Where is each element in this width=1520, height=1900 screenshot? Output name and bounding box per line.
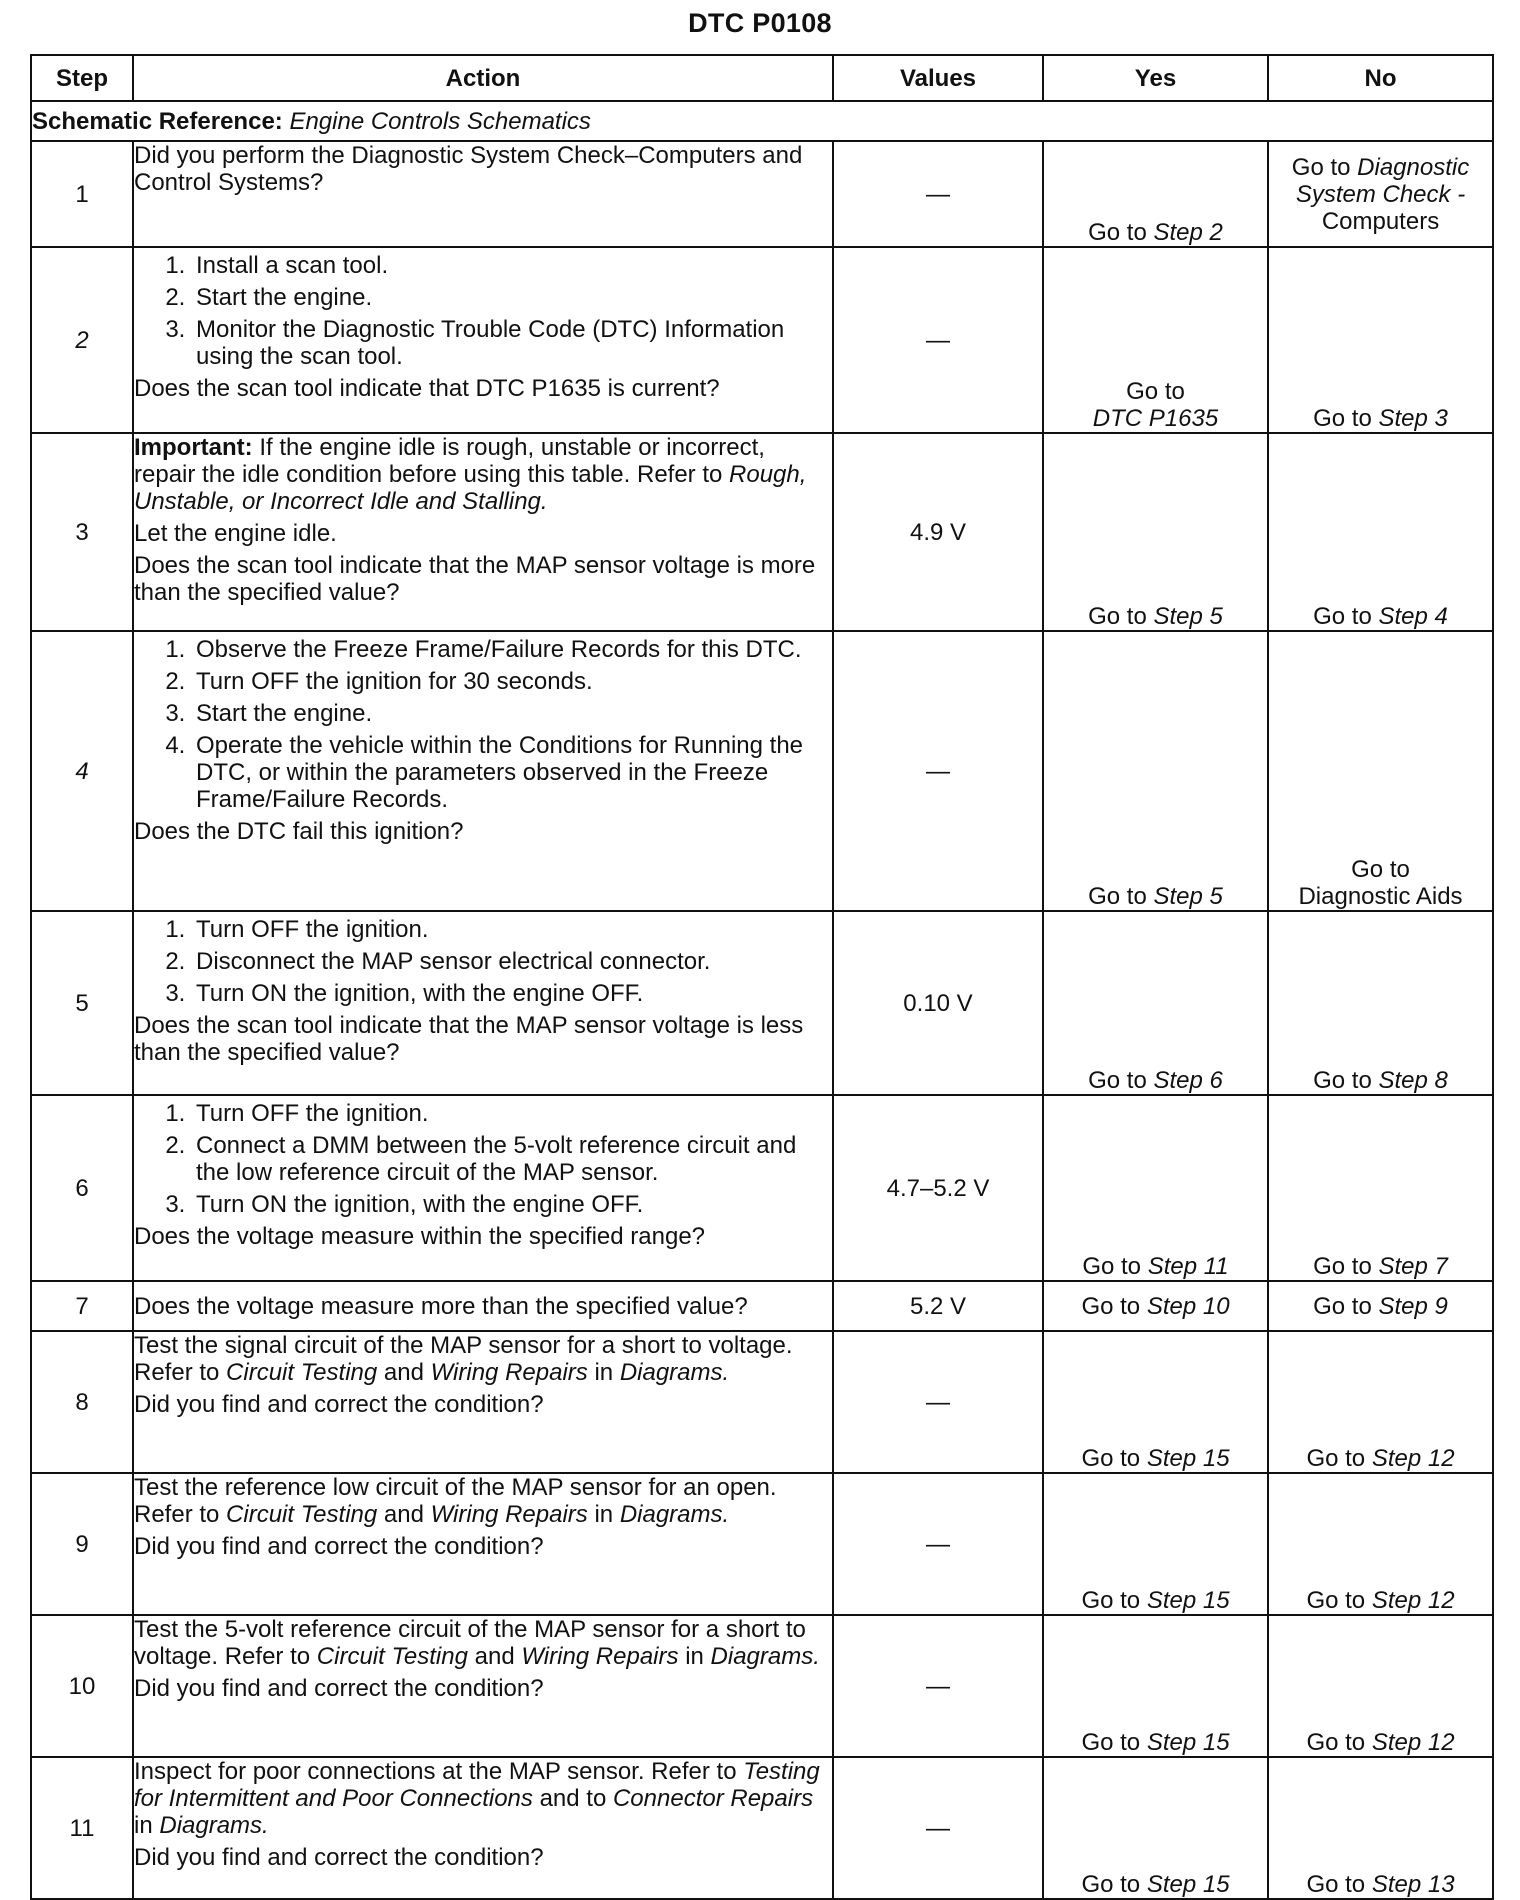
no-target: Step 12 — [1371, 1445, 1455, 1472]
no-cell — [1268, 1615, 1493, 1757]
goto-label: Go to — [1081, 1871, 1141, 1898]
reference-circuit-testing: Circuit Testing — [316, 1643, 468, 1670]
instruction-text: Test the signal circuit of the MAP sensor for a short to voltage. Refer to — [134, 1332, 793, 1386]
action-steps — [134, 916, 832, 1007]
value-cell: 0.10 V — [833, 911, 1043, 1095]
no-target: Diagnostic System Check - — [1295, 153, 1470, 208]
header-no: No — [1268, 55, 1493, 101]
value-cell: 5.2 V — [833, 1281, 1043, 1331]
step-number: 10 — [31, 1615, 133, 1757]
no-cell — [1268, 247, 1493, 433]
value-cell: — — [833, 1615, 1043, 1757]
no-target: Step 8 — [1378, 1067, 1448, 1094]
instruction-text: and — [383, 1501, 424, 1528]
table-row — [31, 1095, 1493, 1281]
table-row — [31, 1473, 1493, 1615]
table-row — [31, 911, 1493, 1095]
no-cell — [1268, 911, 1493, 1095]
no-target: Step 3 — [1378, 405, 1448, 432]
value-cell: — — [833, 247, 1043, 433]
important-note — [134, 434, 832, 515]
step-number: 4 — [31, 631, 133, 911]
reference-diagrams: Diagrams. — [710, 1643, 820, 1670]
goto-label: Go to — [1082, 1253, 1142, 1280]
no-cell — [1268, 1473, 1493, 1615]
table-row — [31, 247, 1493, 433]
schematic-reference-link: Engine Controls Schematics — [289, 107, 591, 135]
goto-label: Go to — [1291, 153, 1351, 181]
table-row — [31, 1281, 1493, 1331]
no-cell — [1268, 141, 1493, 247]
schematic-reference — [31, 101, 1493, 141]
step-number: 9 — [31, 1473, 133, 1615]
goto-label: Go to — [1306, 1587, 1366, 1614]
no-target: Step 13 — [1371, 1871, 1455, 1898]
action-instruction: Let the engine idle. — [134, 520, 337, 547]
table-row — [31, 1331, 1493, 1473]
goto-label: Go to — [1088, 1067, 1147, 1094]
header-row — [31, 55, 1493, 101]
action-steps — [134, 1100, 832, 1218]
action-question: Did you find and correct the condition? — [134, 1533, 544, 1560]
value-cell: 4.7–5.2 V — [833, 1095, 1043, 1281]
action-step: 1. Install a scan tool. — [192, 252, 832, 279]
yes-target: Step 5 — [1153, 883, 1223, 910]
goto-label: Go to — [1126, 378, 1185, 405]
table-row — [31, 631, 1493, 911]
no-cell — [1268, 433, 1493, 631]
action-cell — [133, 1095, 833, 1281]
yes-cell — [1043, 1281, 1268, 1331]
action-question: Did you find and correct the condition? — [134, 1675, 544, 1702]
action-question: Did you find and correct the condition? — [134, 1844, 544, 1871]
yes-target: Step 15 — [1146, 1729, 1230, 1756]
instruction-text: in — [594, 1501, 614, 1528]
action-step: 3. Start the engine. — [192, 700, 832, 727]
goto-label: Go to — [1306, 1729, 1366, 1756]
schematic-reference-label: Schematic Reference: — [32, 107, 283, 135]
yes-cell — [1043, 1095, 1268, 1281]
action-cell — [133, 631, 833, 911]
yes-target: Step 15 — [1146, 1445, 1230, 1472]
instruction-text: Test the reference low circuit of the MAP sensor for an open. Refer to — [134, 1474, 777, 1528]
no-cell — [1268, 1281, 1493, 1331]
yes-target: Step 11 — [1147, 1253, 1229, 1280]
goto-label: Go to — [1088, 883, 1147, 910]
reference-diagrams: Diagrams. — [159, 1812, 269, 1839]
step-number: 5 — [31, 911, 133, 1095]
value-cell: — — [833, 141, 1043, 247]
no-target: Step 12 — [1371, 1587, 1455, 1614]
action-cell — [133, 433, 833, 631]
action-question: Does the scan tool indicate that DTC P1635 is current? — [134, 375, 720, 402]
goto-label: Go to — [1313, 405, 1372, 432]
action-instruction — [134, 1474, 832, 1528]
reference-wiring-repairs: Wiring Repairs — [430, 1501, 588, 1528]
yes-cell — [1043, 247, 1268, 433]
diagnostic-table — [30, 54, 1494, 1900]
reference-wiring-repairs: Wiring Repairs — [430, 1359, 588, 1386]
step-number: 3 — [31, 433, 133, 631]
action-step: 3. Turn ON the ignition, with the engine OFF. — [192, 1191, 832, 1218]
header-action: Action — [133, 55, 833, 101]
reference-diagrams: Diagrams. — [619, 1501, 730, 1528]
yes-cell — [1043, 1331, 1268, 1473]
table-row — [31, 433, 1493, 631]
instruction-text: Test the 5-volt reference circuit of the MAP sensor for a short to voltage. Refer to — [134, 1616, 806, 1670]
action-cell — [133, 1757, 833, 1899]
important-reference: Rough, Unstable, or Incorrect Idle and Stalling. — [134, 461, 807, 515]
no-cell — [1268, 1331, 1493, 1473]
no-target: Step 4 — [1378, 603, 1448, 630]
action-instruction — [134, 1332, 832, 1386]
action-question: Does the scan tool indicate that the MAP sensor voltage is less than the specified value? — [134, 1012, 804, 1066]
goto-label: Go to — [1081, 1292, 1141, 1320]
yes-cell — [1043, 433, 1268, 631]
goto-label: Go to — [1088, 603, 1147, 630]
important-label: Important: — [134, 434, 253, 461]
goto-label: Go to — [1088, 219, 1147, 246]
yes-target: Step 15 — [1146, 1871, 1230, 1898]
instruction-text: in — [685, 1643, 704, 1670]
action-question: Does the DTC fail this ignition? — [134, 818, 464, 845]
reference-diagrams: Diagrams. — [619, 1359, 730, 1386]
yes-target: Step 10 — [1146, 1292, 1230, 1320]
action-instruction — [134, 1758, 832, 1839]
step-number: 7 — [31, 1281, 133, 1331]
action-question: Did you find and correct the condition? — [134, 1391, 544, 1418]
value-cell: — — [833, 1473, 1043, 1615]
instruction-text: in — [134, 1812, 153, 1839]
goto-label: Go to — [1081, 1587, 1141, 1614]
goto-label: Go to — [1306, 1445, 1366, 1472]
no-target-suffix: Computers — [1321, 207, 1440, 235]
action-question: Does the voltage measure within the specified range? — [134, 1223, 706, 1250]
instruction-text: and — [383, 1359, 424, 1386]
action-step: 1. Turn OFF the ignition. — [192, 916, 832, 943]
instruction-text: Inspect for poor connections at the MAP sensor. Refer to — [134, 1758, 737, 1785]
reference-intermittent-connections: Testing for Intermittent and Poor Connections — [134, 1758, 820, 1812]
table-row — [31, 1757, 1493, 1899]
no-target: Step 9 — [1378, 1292, 1448, 1320]
yes-cell — [1043, 1615, 1268, 1757]
action-steps — [134, 252, 832, 370]
goto-label: Go to — [1351, 856, 1410, 883]
no-target: Step 7 — [1378, 1253, 1448, 1280]
reference-wiring-repairs: Wiring Repairs — [521, 1643, 679, 1670]
goto-label: Go to — [1313, 603, 1372, 630]
header-step: Step — [31, 55, 133, 101]
action-step: 1. Observe the Freeze Frame/Failure Records for this DTC. — [192, 636, 832, 663]
action-cell — [133, 1473, 833, 1615]
table-row — [31, 1615, 1493, 1757]
goto-label: Go to — [1081, 1445, 1141, 1472]
action-question: Does the scan tool indicate that the MAP sensor voltage is more than the specified value? — [134, 552, 816, 606]
no-target: Step 12 — [1371, 1729, 1455, 1756]
no-cell — [1268, 1095, 1493, 1281]
action-cell — [133, 911, 833, 1095]
yes-cell — [1043, 911, 1268, 1095]
no-cell — [1268, 1757, 1493, 1899]
instruction-text: in — [594, 1359, 614, 1386]
action-step: 2. Start the engine. — [192, 284, 832, 311]
reference-connector-repairs: Connector Repairs — [612, 1785, 814, 1812]
value-cell: — — [833, 1331, 1043, 1473]
reference-circuit-testing: Circuit Testing — [226, 1359, 378, 1386]
step-number: 11 — [31, 1757, 133, 1899]
yes-target: Step 6 — [1153, 1067, 1223, 1094]
step-number: 2 — [31, 247, 133, 433]
action-question: Does the voltage measure more than the specified value? — [134, 1292, 748, 1320]
action-question: Did you perform the Diagnostic System Check–Computers and Control Systems? — [134, 142, 803, 196]
goto-label: Go to — [1306, 1871, 1366, 1898]
value-cell: — — [833, 631, 1043, 911]
action-cell — [133, 1615, 833, 1757]
action-step: 2. Disconnect the MAP sensor electrical connector. — [192, 948, 832, 975]
yes-target: Step 2 — [1153, 219, 1223, 246]
action-step: 2. Connect a DMM between the 5-volt reference circuit and the low reference circuit of the MAP sensor. — [192, 1132, 832, 1186]
value-cell: 4.9 V — [833, 433, 1043, 631]
yes-target: DTC P1635 — [1092, 405, 1219, 432]
yes-cell — [1043, 631, 1268, 911]
instruction-text: and to — [539, 1785, 607, 1812]
header-values: Values — [833, 55, 1043, 101]
no-cell — [1268, 631, 1493, 911]
action-step: 2. Turn OFF the ignition for 30 seconds. — [192, 668, 832, 695]
action-cell — [133, 247, 833, 433]
page-title: DTC P0108 — [688, 8, 832, 38]
action-step: 3. Monitor the Diagnostic Trouble Code (DTC) Information using the scan tool. — [192, 316, 832, 370]
yes-cell — [1043, 1757, 1268, 1899]
action-instruction — [134, 1616, 832, 1670]
goto-label: Go to — [1313, 1253, 1372, 1280]
step-number: 8 — [31, 1331, 133, 1473]
action-step: 1. Turn OFF the ignition. — [192, 1100, 832, 1127]
yes-target: Step 5 — [1153, 603, 1223, 630]
header-yes: Yes — [1043, 55, 1268, 101]
value-cell: — — [833, 1757, 1043, 1899]
schematic-reference-row — [31, 101, 1493, 141]
action-cell — [133, 1331, 833, 1473]
instruction-text: and — [474, 1643, 515, 1670]
step-number: 1 — [31, 141, 133, 247]
reference-circuit-testing: Circuit Testing — [226, 1501, 378, 1528]
important-text: If the engine idle is rough, unstable or incorrect, repair the idle condition before using this table. Refer to — [134, 434, 765, 488]
goto-label: Go to — [1081, 1729, 1141, 1756]
yes-cell — [1043, 1473, 1268, 1615]
action-step: 4. Operate the vehicle within the Conditions for Running the DTC, or within the parameters observed in the Freeze Frame/Failure Records. — [192, 732, 832, 813]
no-target: Diagnostic Aids — [1298, 883, 1463, 910]
goto-label: Go to — [1313, 1067, 1372, 1094]
action-steps — [134, 636, 832, 813]
yes-target: Step 15 — [1146, 1587, 1230, 1614]
yes-cell — [1043, 141, 1268, 247]
step-number: 6 — [31, 1095, 133, 1281]
action-cell — [133, 141, 833, 247]
action-step: 3. Turn ON the ignition, with the engine OFF. — [192, 980, 832, 1007]
table-row — [31, 141, 1493, 247]
action-cell — [133, 1281, 833, 1331]
goto-label: Go to — [1313, 1292, 1372, 1320]
